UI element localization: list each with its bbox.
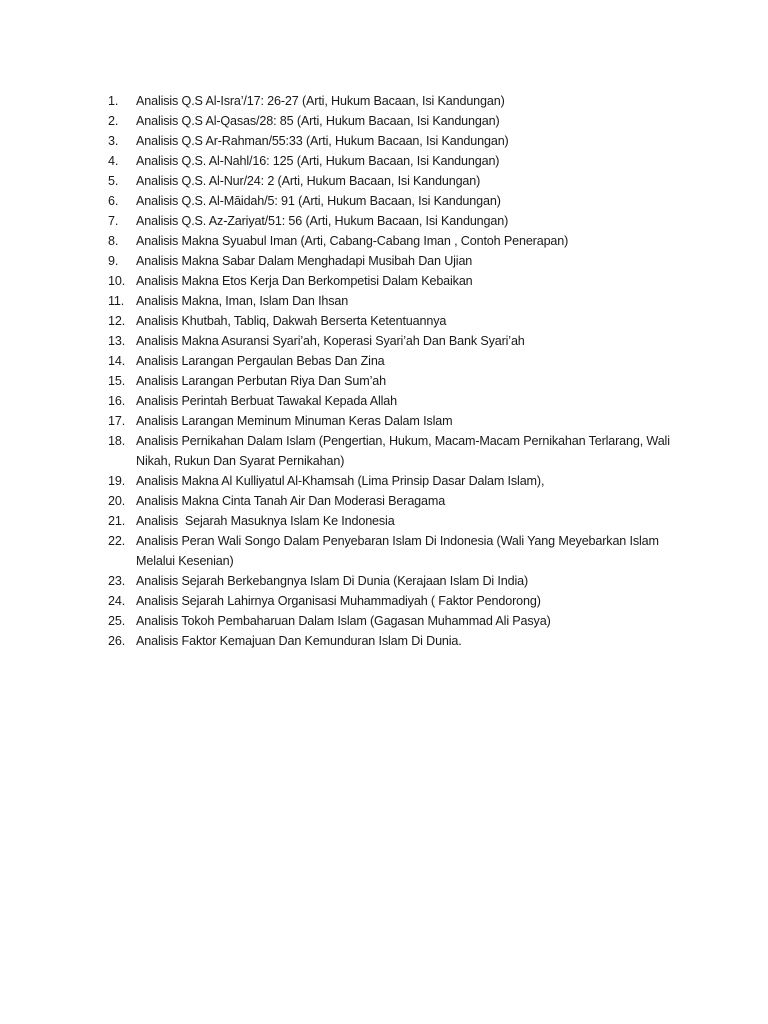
list-item-text: Analisis Sejarah Masuknya Islam Ke Indonesia	[136, 514, 395, 528]
list-item-text: Analisis Makna Cinta Tanah Air Dan Moderasi Beragama	[136, 494, 446, 508]
list-item-number: 26.	[108, 634, 126, 648]
list-item-text: Analisis Q.S. Al-Māidah/5: 91 (Arti, Hukum Bacaan, Isi Kandungan)	[136, 194, 501, 208]
list-item-text: Analisis Makna Etos Kerja Dan Berkompetisi Dalam Kebaikan	[136, 274, 473, 288]
list-item-number: 21.	[108, 514, 126, 528]
list-item	[108, 431, 688, 471]
list-item	[108, 171, 688, 191]
list-item-number: 3.	[108, 134, 119, 148]
list-item-text: Analisis Tokoh Pembaharuan Dalam Islam (Gagasan Muhammad Ali Pasya)	[136, 614, 551, 628]
list-item-number: 16.	[108, 394, 126, 408]
list-item-text: Analisis Makna, Iman, Islam Dan Ihsan	[136, 294, 349, 308]
list-item-text: Analisis Makna Al Kulliyatul Al-Khamsah (Lima Prinsip Dasar Dalam Islam),	[136, 474, 545, 488]
list-item	[108, 311, 688, 331]
list-item-number: 23.	[108, 574, 126, 588]
list-item-text: Analisis Q.S Al-Isra’/17: 26-27 (Arti, Hukum Bacaan, Isi Kandungan)	[136, 94, 505, 108]
list-item	[108, 351, 688, 371]
list-item-number: 7.	[108, 214, 119, 228]
list-item	[108, 271, 688, 291]
list-item-number: 18.	[108, 434, 126, 448]
list-item	[108, 111, 688, 131]
list-item-text: Analisis Makna Sabar Dalam Menghadapi Musibah Dan Ujian	[136, 254, 473, 268]
list-item-text: Analisis Makna Syuabul Iman (Arti, Cabang-Cabang Iman , Contoh Penerapan)	[136, 234, 569, 248]
list-item	[108, 331, 688, 351]
list-item	[108, 211, 688, 231]
list-item-number: 6.	[108, 194, 119, 208]
list-item-text: Analisis Pernikahan Dalam Islam (Pengertian, Hukum, Macam-Macam Pernikahan Terlarang, Wali Nikah, Rukun Dan Syarat Pernikahan)	[136, 434, 674, 468]
list-item	[108, 471, 688, 491]
list-item	[108, 191, 688, 211]
list-item-number: 10.	[108, 274, 126, 288]
list-item	[108, 611, 688, 631]
list-item	[108, 371, 688, 391]
list-item-text: Analisis Perintah Berbuat Tawakal Kepada Allah	[136, 394, 398, 408]
list-item-text: Analisis Makna Asuransi Syari’ah, Koperasi Syari’ah Dan Bank Syari’ah	[136, 334, 525, 348]
list-item-text: Analisis Larangan Perbutan Riya Dan Sum’ah	[136, 374, 386, 388]
list-item-number: 5.	[108, 174, 119, 188]
list-item-text: Analisis Larangan Pergaulan Bebas Dan Zina	[136, 354, 385, 368]
list-item-number: 2.	[108, 114, 119, 128]
list-item-number: 20.	[108, 494, 126, 508]
list-item	[108, 411, 688, 431]
list-item-text: Analisis Larangan Meminum Minuman Keras Dalam Islam	[136, 414, 453, 428]
list-item-text: Analisis Q.S Ar-Rahman/55:33 (Arti, Hukum Bacaan, Isi Kandungan)	[136, 134, 509, 148]
list-item-text: Analisis Sejarah Berkebangnya Islam Di Dunia (Kerajaan Islam Di India)	[136, 574, 528, 588]
list-item-text: Analisis Q.S. Az-Zariyat/51: 56 (Arti, Hukum Bacaan, Isi Kandungan)	[136, 214, 509, 228]
list-item	[108, 91, 688, 111]
list-item	[108, 231, 688, 251]
list-item-number: 24.	[108, 594, 126, 608]
list-item-number: 22.	[108, 534, 126, 548]
list-item-number: 13.	[108, 334, 126, 348]
list-item-number: 11.	[108, 294, 125, 308]
list-item	[108, 291, 688, 311]
list-item-number: 25.	[108, 614, 126, 628]
list-item	[108, 591, 688, 611]
list-item-text: Analisis Peran Wali Songo Dalam Penyebaran Islam Di Indonesia (Wali Yang Meyebarkan Islam Melalui Kesenian)	[136, 534, 663, 568]
list-item-text: Analisis Q.S. Al-Nur/24: 2 (Arti, Hukum Bacaan, Isi Kandungan)	[136, 174, 481, 188]
list-item-text: Analisis Khutbah, Tabliq, Dakwah Berserta Ketentuannya	[136, 314, 447, 328]
list-item	[108, 151, 688, 171]
list-item	[108, 511, 688, 531]
list-item-text: Analisis Q.S. Al-Nahl/16: 125 (Arti, Hukum Bacaan, Isi Kandungan)	[136, 154, 500, 168]
list-item	[108, 131, 688, 151]
list-item	[108, 631, 688, 651]
list-item-number: 19.	[108, 474, 126, 488]
list-item-number: 14.	[108, 354, 126, 368]
list-item-number: 15.	[108, 374, 126, 388]
list-item-number: 17.	[108, 414, 126, 428]
list-item	[108, 571, 688, 591]
list-item	[108, 491, 688, 511]
list-item-text: Analisis Faktor Kemajuan Dan Kemunduran Islam Di Dunia.	[136, 634, 462, 648]
list-item-text: Analisis Sejarah Lahirnya Organisasi Muhammadiyah ( Faktor Pendorong)	[136, 594, 541, 608]
list-item-number: 9.	[108, 254, 119, 268]
topic-list	[108, 91, 688, 651]
list-item	[108, 531, 688, 571]
list-item	[108, 251, 688, 271]
list-item-number: 12.	[108, 314, 126, 328]
list-item	[108, 391, 688, 411]
list-item-number: 8.	[108, 234, 119, 248]
list-item-text: Analisis Q.S Al-Qasas/28: 85 (Arti, Hukum Bacaan, Isi Kandungan)	[136, 114, 500, 128]
list-item-number: 4.	[108, 154, 119, 168]
list-item-number: 1.	[108, 94, 119, 108]
